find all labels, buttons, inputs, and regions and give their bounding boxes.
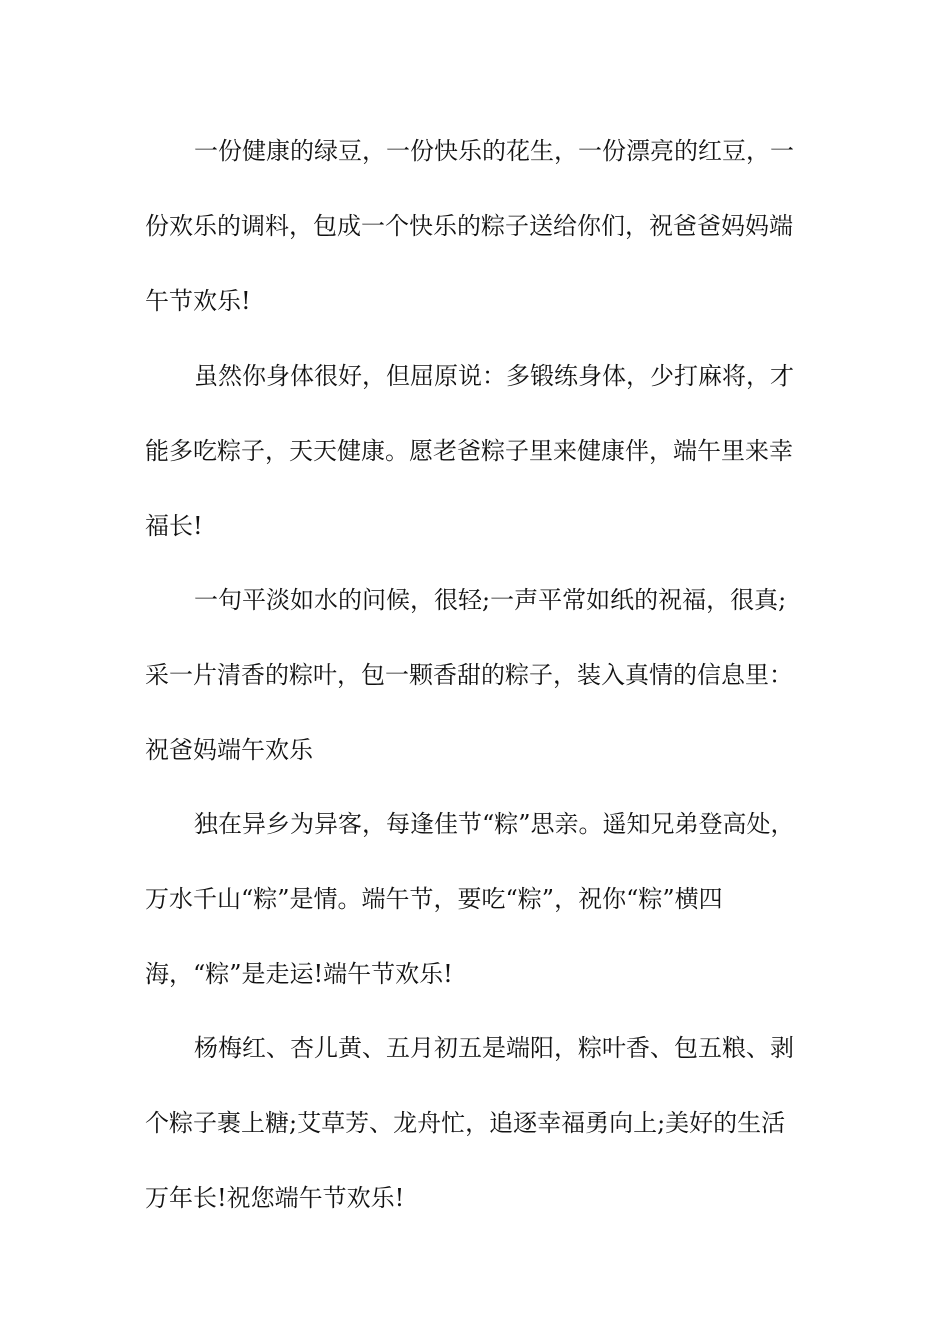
text-line: 个粽子裹上糖;艾草芳、龙舟忙，追逐幸福勇向上;美好的生活 (145, 1109, 786, 1137)
text-line: 杨梅红、杏儿黄、五月初五是端阳，粽叶香、包五粮、剥 (194, 1034, 794, 1062)
text-line: 午节欢乐! (145, 287, 251, 315)
text-line: 采一片清香的粽叶，包一颗香甜的粽子，装入真情的信息里： (145, 661, 793, 689)
text-line: 海，“粽”是走运!端午节欢乐! (145, 960, 453, 988)
text-line: 万年长!祝您端午节欢乐! (145, 1184, 405, 1212)
text-line: 虽然你身体很好，但屈原说：多锻练身体，少打麻将，才 (194, 362, 794, 390)
text-line: 能多吃粽子，天天健康。愿老爸粽子里来健康伴，端午里来幸 (145, 437, 793, 465)
text-line: 独在异乡为异客，每逢佳节“粽”思亲。遥知兄弟登高处， (194, 810, 795, 838)
text-line: 份欢乐的调料，包成一个快乐的粽子送给你们，祝爸爸妈妈端 (145, 212, 793, 240)
text-line: 福长! (145, 512, 203, 540)
text-line: 万水千山“粽”是情。端午节，要吃“粽”，祝你“粽”横四 (145, 885, 723, 913)
text-line: 一句平淡如水的问候，很轻;一声平常如纸的祝福，很真; (194, 586, 787, 614)
text-line: 一份健康的绿豆，一份快乐的花生，一份漂亮的红豆，一 (194, 137, 794, 165)
text-line: 祝爸妈端午欢乐 (145, 736, 313, 764)
